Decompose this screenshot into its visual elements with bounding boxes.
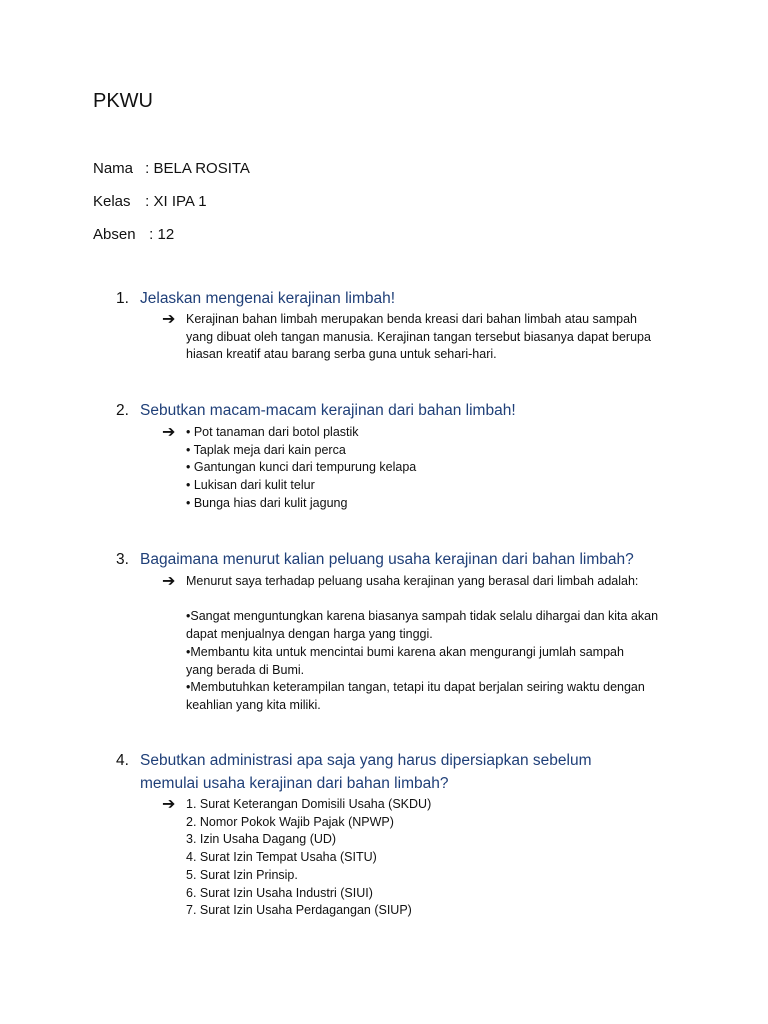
question-2 (116, 399, 696, 422)
question-4 (116, 749, 696, 795)
question-3 (116, 548, 696, 571)
question-text: memulai usaha kerajinan dari bahan limbah? (140, 775, 449, 792)
list-item: 7. Surat Izin Usaha Perdagangan (SIUP) (186, 903, 412, 918)
list-item: • Bunga hias dari kulit jagung (186, 495, 348, 510)
question-1 (116, 287, 696, 310)
answer-line (186, 591, 686, 609)
answer-2 (162, 424, 686, 513)
list-item: • Taplak meja dari kain perca (186, 442, 346, 457)
document-title: PKWU (93, 90, 153, 112)
answer-line: yang dibuat oleh tangan manusia. Kerajinan tangan tersebut biasanya dapat berupa (186, 329, 651, 344)
question-text: Sebutkan administrasi apa saja yang harus dipersiapkan sebelum (140, 752, 592, 769)
list-item: 4. Surat Izin Tempat Usaha (SITU) (186, 850, 377, 865)
answer-3 (162, 573, 686, 715)
answer-line: Menurut saya terhadap peluang usaha kerajinan yang berasal dari limbah adalah: (186, 574, 639, 588)
answer-line: yang berada di Bumi. (186, 662, 305, 677)
answer-line: hiasan kreatif atau barang serba guna untuk sehari-hari. (186, 347, 497, 362)
list-item: • Gantungan kunci dari tempurung kelapa (186, 460, 417, 475)
answer-line: keahlian yang kita miliki. (186, 697, 321, 712)
question-text: Bagaimana menurut kalian peluang usaha kerajinan dari bahan limbah? (140, 551, 634, 568)
answer-line: Kerajinan bahan limbah merupakan benda kreasi dari bahan limbah atau sampah (186, 312, 637, 326)
list-item: 6. Surat Izin Usaha Industri (SIUI) (186, 885, 373, 900)
class-label: Kelas (93, 193, 131, 210)
list-item: 5. Surat Izin Prinsip. (186, 867, 298, 882)
list-item: • Pot tanaman dari botol plastik (186, 425, 359, 439)
answer-line: •Sangat menguntungkan karena biasanya sampah tidak selalu dihargai dan kita akan (186, 609, 659, 624)
class-value: : XI IPA 1 (145, 193, 207, 210)
arrow-icon: ➔ (162, 311, 176, 328)
answer-line: dapat menjualnya dengan harga yang tinggi. (186, 627, 433, 642)
question-text: Sebutkan macam-macam kerajinan dari bahan limbah! (140, 402, 516, 419)
arrow-icon: ➔ (162, 796, 176, 813)
list-item: • Lukisan dari kulit telur (186, 478, 315, 493)
question-number: 3. (116, 551, 129, 568)
answer-4 (162, 796, 686, 920)
class-row (93, 193, 207, 210)
list-item: 3. Izin Usaha Dagang (UD) (186, 832, 337, 847)
answer-line: •Membantu kita untuk mencintai bumi karena akan mengurangi jumlah sampah (186, 644, 624, 659)
answer-1 (162, 311, 686, 364)
question-text: Jelaskan mengenai kerajinan limbah! (140, 290, 396, 307)
name-value: : BELA ROSITA (145, 160, 250, 177)
arrow-icon: ➔ (162, 573, 176, 590)
absen-label: Absen (93, 226, 136, 243)
absen-value: : 12 (149, 226, 175, 243)
answer-line: •Membutuhkan keterampilan tangan, tetapi itu dapat berjalan seiring waktu dengan (186, 680, 645, 695)
question-number: 4. (116, 752, 129, 769)
list-item: 2. Nomor Pokok Wajib Pajak (NPWP) (186, 814, 394, 829)
name-label: Nama (93, 160, 134, 177)
list-item: 1. Surat Keterangan Domisili Usaha (SKDU) (186, 797, 432, 811)
arrow-icon: ➔ (162, 424, 176, 441)
question-number: 2. (116, 402, 129, 419)
name-row (93, 160, 250, 177)
question-number: 1. (116, 290, 129, 307)
absen-row (93, 226, 174, 243)
